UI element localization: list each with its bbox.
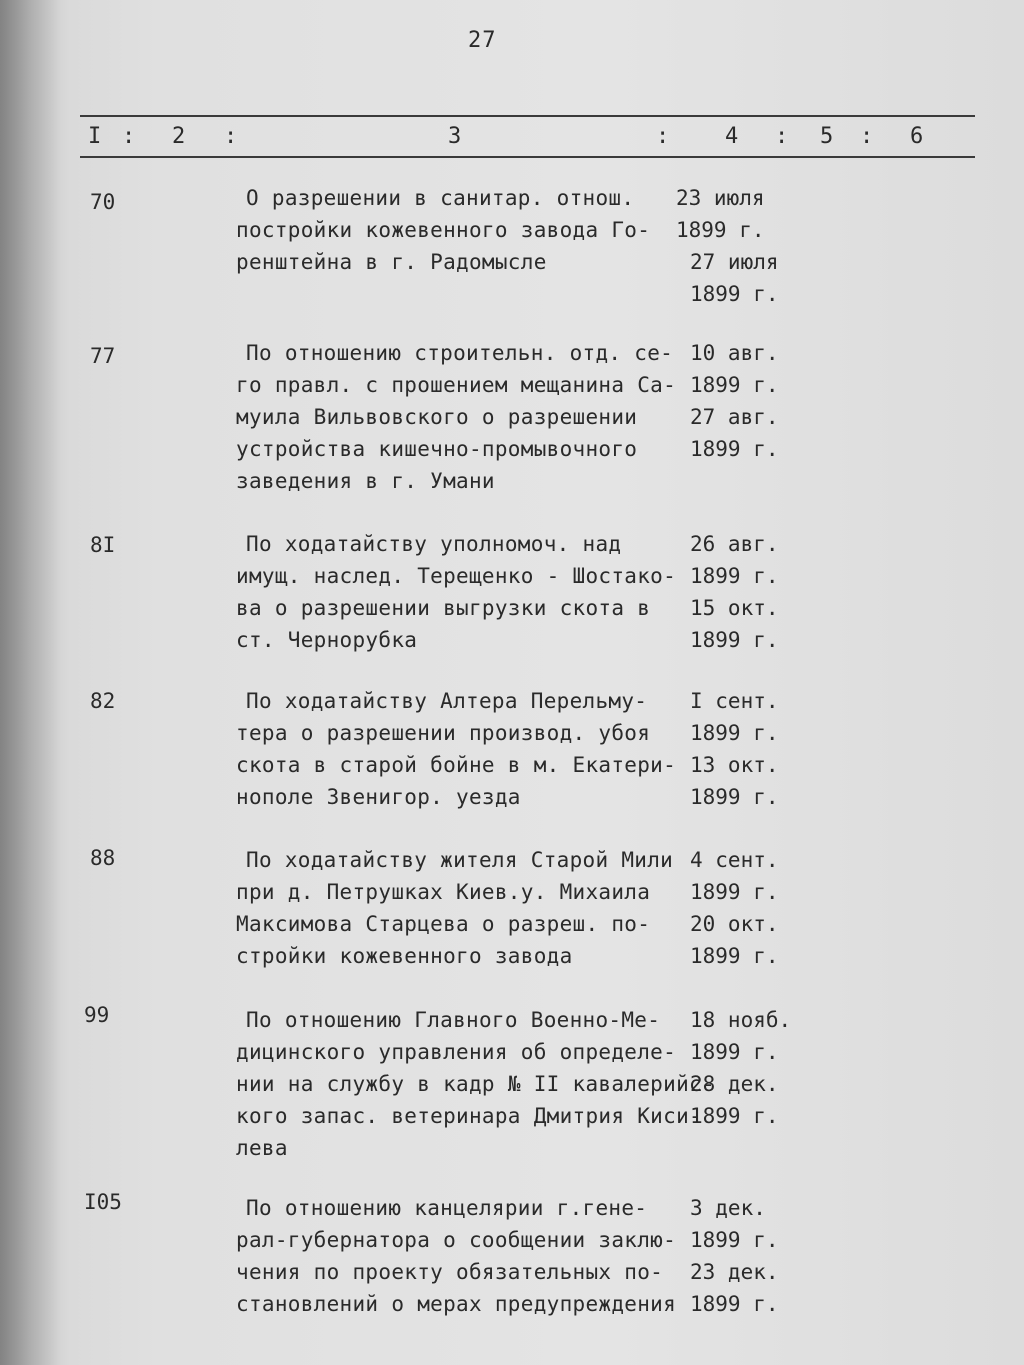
entry-date: 28 дек. — [690, 1072, 779, 1096]
entry-text-line: По отношению Главного Военно-Ме- — [246, 1008, 661, 1032]
entry-text-line: ва о разрешении выгрузки скота в — [236, 596, 651, 620]
entry-number: 8I — [90, 533, 116, 557]
entry-text-line: дицинского управления об определе- — [236, 1040, 677, 1064]
entry-number: I05 — [84, 1190, 122, 1214]
entry-date: 10 авг. — [690, 341, 779, 365]
entry-text-line: чения по проекту обязательных по- — [236, 1260, 664, 1284]
entry-text-line: постройки кожевенного завода Го- — [236, 218, 651, 242]
entry-text-line: тера о разрешении производ. убоя — [236, 721, 651, 745]
entry-text-line: го правл. с прошением мещанина Са- — [236, 373, 677, 397]
entry-date: 26 авг. — [690, 532, 779, 556]
column-header-6: 6 — [910, 124, 924, 149]
entry-date: 23 июля — [676, 186, 765, 210]
column-separator: : — [656, 124, 670, 149]
column-header-3: 3 — [448, 124, 462, 149]
entry-date: 3 дек. — [690, 1196, 766, 1220]
column-separator: : — [860, 124, 874, 149]
entry-text-line: скота в старой бойне в м. Екатери- — [236, 753, 677, 777]
column-header-5: 5 — [820, 124, 834, 149]
entry-text-line: становлений о мерах предупреждения — [236, 1292, 677, 1316]
column-header-1: I — [88, 124, 102, 149]
entry-date: 1899 г. — [690, 785, 779, 809]
entry-date: 1899 г. — [690, 564, 779, 588]
header-rule-bottom — [80, 156, 975, 158]
column-separator: : — [224, 124, 238, 149]
entry-text-line: По отношению строительн. отд. се- — [246, 341, 674, 365]
entry-date: 4 сент. — [690, 848, 779, 872]
entry-text-line: нополе Звенигор. уезда — [236, 785, 521, 809]
entry-date: 1899 г. — [690, 1228, 779, 1252]
entry-date: 20 окт. — [690, 912, 779, 936]
entry-text-line: муила Вильвовского о разрешении — [236, 405, 638, 429]
entry-date: 1899 г. — [690, 1292, 779, 1316]
entry-text-line: По ходатайству уполномоч. над — [246, 532, 622, 556]
entry-number: 82 — [90, 689, 116, 713]
entry-text-line: лева — [236, 1136, 288, 1160]
entry-text-line: стройки кожевенного завода — [236, 944, 573, 968]
entry-number: 99 — [84, 1003, 110, 1027]
entry-date: 1899 г. — [690, 282, 779, 306]
entry-text-line: нии на службу в кадр № II кавалерийс- — [236, 1072, 715, 1096]
entry-text-line: имущ. наслед. Терещенко - Шостако- — [236, 564, 677, 588]
entry-text-line: кого запас. ветеринара Дмитрия Киси- — [236, 1104, 702, 1128]
entry-number: 88 — [90, 846, 116, 870]
entry-number: 70 — [90, 190, 116, 214]
page-number: 27 — [468, 28, 497, 53]
entry-date: 1899 г. — [690, 1040, 779, 1064]
entry-date: 15 окт. — [690, 596, 779, 620]
entry-text-line: ренштейна в г. Радомысле — [236, 250, 547, 274]
entry-date: 1899 г. — [690, 880, 779, 904]
header-rule-top — [80, 115, 975, 117]
entry-date: 1899 г. — [690, 437, 779, 461]
entry-date: 27 июля — [690, 250, 779, 274]
column-separator: : — [122, 124, 136, 149]
entry-date: 23 дек. — [690, 1260, 779, 1284]
entry-date: 13 окт. — [690, 753, 779, 777]
entry-text-line: ст. Чернорубка — [236, 628, 418, 652]
entry-date: I сент. — [690, 689, 779, 713]
column-header-4: 4 — [725, 124, 739, 149]
entry-date: 1899 г. — [690, 944, 779, 968]
entry-date: 18 нояб. — [690, 1008, 792, 1032]
entry-number: 77 — [90, 344, 116, 368]
entry-text-line: заведения в г. Умани — [236, 469, 495, 493]
entry-date: 1899 г. — [690, 373, 779, 397]
entry-text-line: О разрешении в санитар. отнош. — [246, 186, 635, 210]
column-separator: : — [775, 124, 789, 149]
entry-text-line: устройства кишечно-промывочного — [236, 437, 638, 461]
binding-shadow — [0, 0, 60, 1365]
entry-date: 27 авг. — [690, 405, 779, 429]
entry-date: 1899 г. — [690, 721, 779, 745]
entry-text-line: при д. Петрушках Киев.у. Михаила — [236, 880, 651, 904]
column-header-2: 2 — [172, 124, 186, 149]
entry-date: 1899 г. — [690, 1104, 779, 1128]
entry-text-line: По ходатайству жителя Старой Мили — [246, 848, 674, 872]
entry-text-line: По отношению канцелярии г.гене- — [246, 1196, 648, 1220]
entry-text-line: рал-губернатора о сообщении заклю- — [236, 1228, 677, 1252]
entry-date: 1899 г. — [690, 628, 779, 652]
entry-text-line: Максимова Старцева о разреш. по- — [236, 912, 651, 936]
entry-date: 1899 г. — [676, 218, 765, 242]
entry-text-line: По ходатайству Алтера Перельму- — [246, 689, 648, 713]
